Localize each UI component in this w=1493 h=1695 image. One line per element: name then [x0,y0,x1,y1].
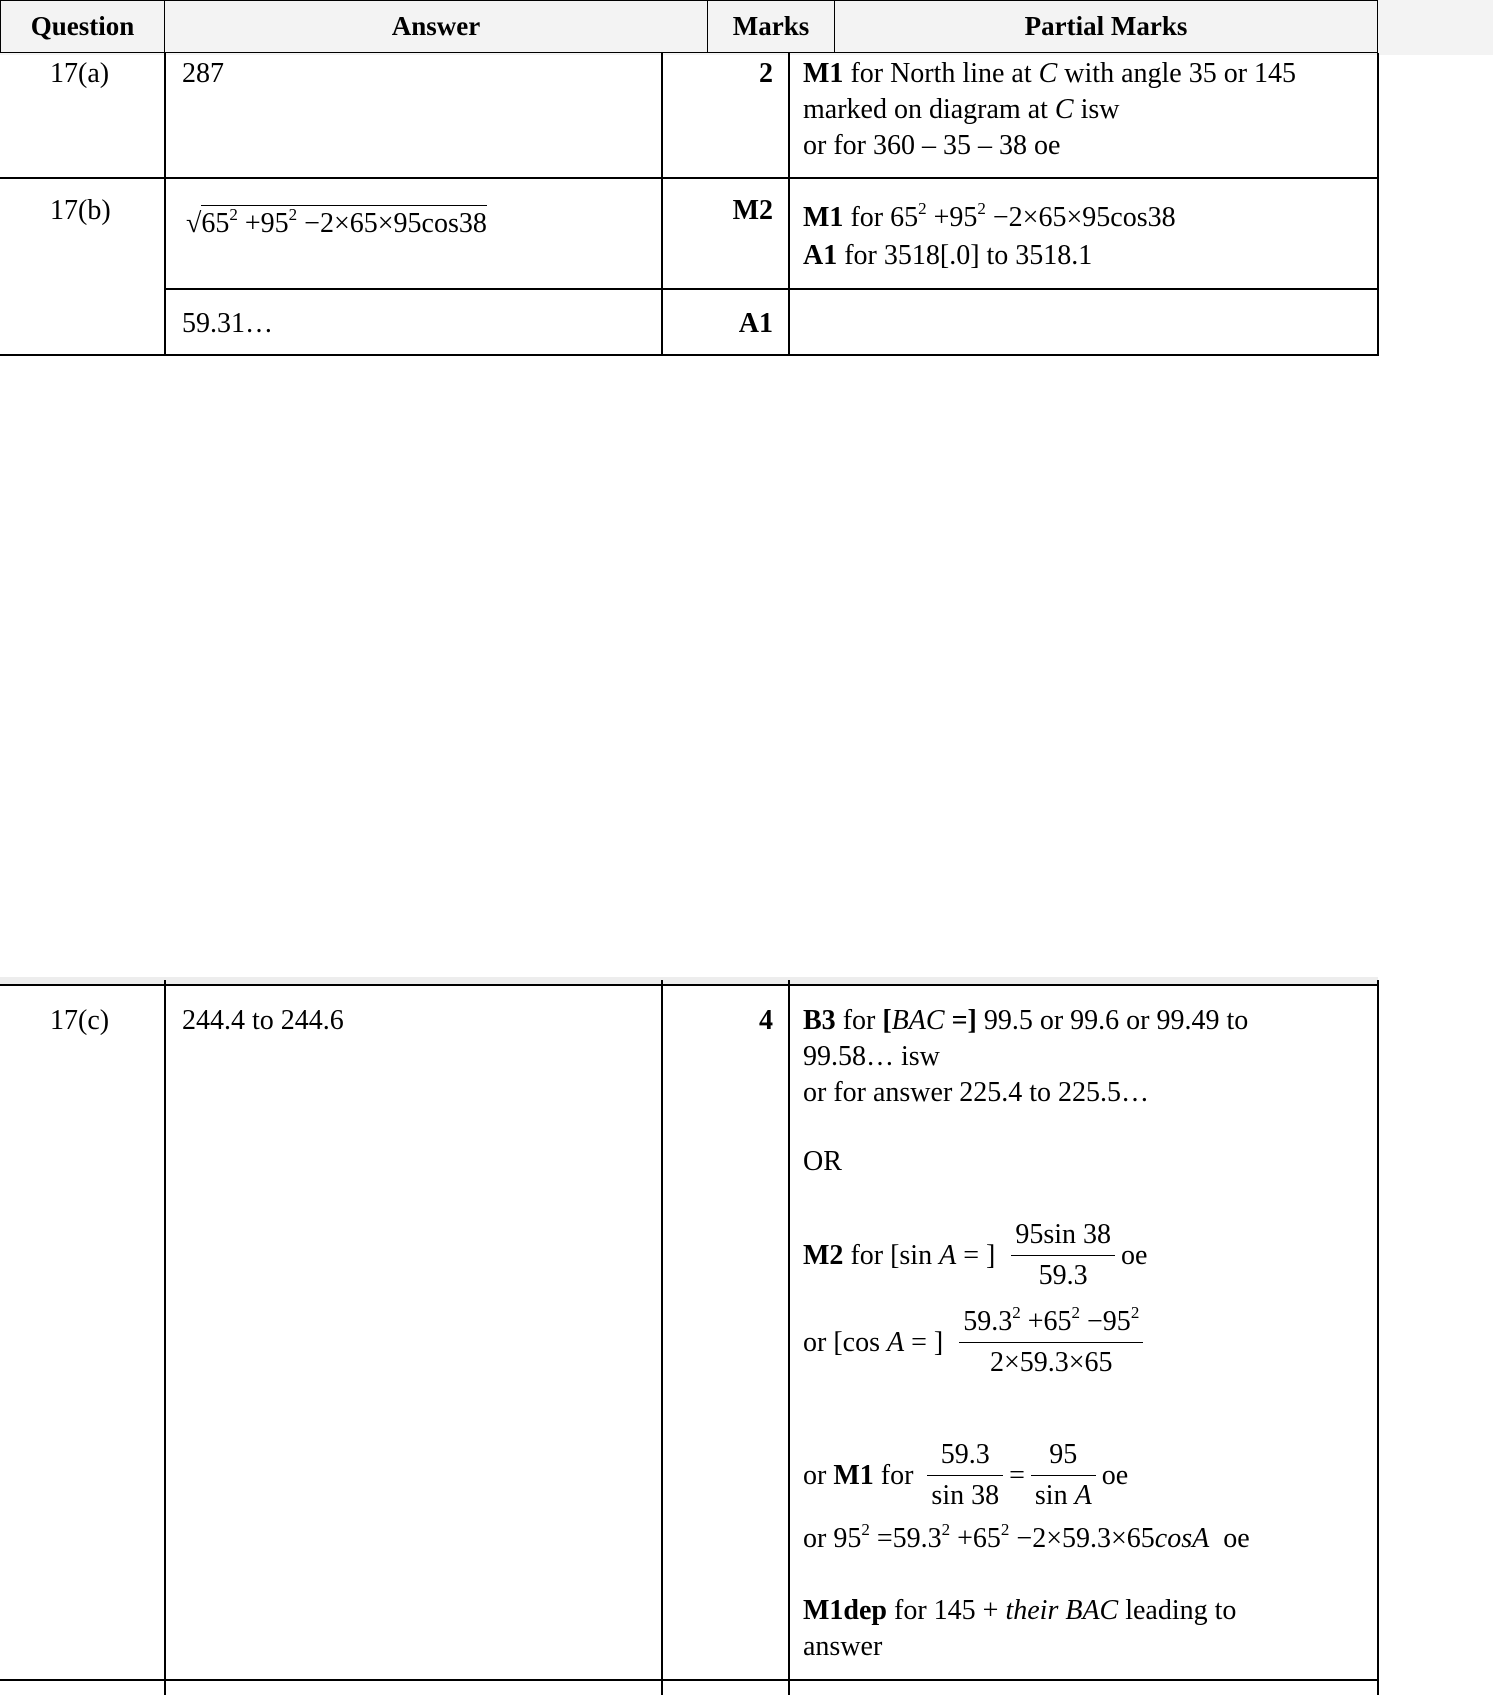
exponent: 2 [1130,1303,1140,1322]
fraction [1011,1215,1115,1296]
text: for 145 + [887,1595,1006,1626]
exponent: 2 [1000,1520,1010,1539]
row-divider [0,984,1379,986]
exponent: 2 [288,205,298,224]
col-divider [661,980,663,1695]
exponent: 2 [941,1520,951,1539]
question-17b: 17(b) [50,195,111,226]
text: = [1009,1459,1025,1491]
radicand [201,205,487,239]
row-divider [0,1679,1379,1681]
text: +65 [1020,1306,1072,1337]
text: 59.3 [963,1306,1013,1337]
text: oe [1101,1459,1129,1491]
row-divider [164,288,1379,290]
numerator: 59.3 [927,1435,1003,1476]
text: cosA [1154,1523,1210,1554]
marks-17b-1: M2 [732,195,773,226]
text: for [sin [843,1239,940,1271]
row-divider [0,354,1379,356]
text: A [886,1326,905,1358]
numerator: 95sin 38 [1011,1215,1115,1256]
sqrt-symbol: √ [186,208,202,239]
text: sin [1034,1480,1075,1511]
text: 65 [890,202,919,233]
text: 99.5 or 99.6 or 99.49 to [976,1005,1249,1036]
exponent: 2 [1012,1303,1021,1322]
exponent: 2 [977,199,986,218]
text: for [873,1459,914,1491]
answer-17b-final: 59.31… [182,308,273,339]
text: [ [882,1005,892,1036]
text: 65 [201,208,230,239]
denominator: sin 38 [931,1480,1000,1511]
mark-code: M1 [803,202,844,233]
text: A [939,1239,957,1271]
numerator [959,1302,1143,1343]
exponent: 2 [861,1520,870,1539]
fraction [959,1302,1143,1383]
numerator: 95 [1031,1435,1096,1476]
text: their BAC [1005,1595,1119,1626]
denominator: 59.3 [1038,1260,1088,1291]
col-divider [1377,53,1379,356]
text: oe [1209,1523,1250,1554]
answer-17b-expression [186,206,487,242]
text: = ] [904,1326,944,1358]
question-17c: 17(c) [50,1005,110,1036]
partial-17a-line3: or for 360 – 35 – 38 oe [803,130,1061,161]
marks-17a: 2 [759,58,773,89]
partial-17c-b3-line1 [803,1003,1248,1039]
text: +95 [926,202,978,233]
text: oe [1121,1239,1148,1271]
text: for North line at [843,58,1039,89]
text: or [cos [803,1326,887,1358]
exponent: 2 [229,205,238,224]
header-marks: Marks [707,0,835,53]
mark-code: M2 [803,1239,844,1271]
header-question: Question [0,0,165,53]
mark-code: M1dep [803,1595,887,1626]
text: +95 [237,208,289,239]
partial-17c-m2-line [803,1215,1147,1296]
mark-code: B3 [803,1005,836,1036]
header-partial-marks: Partial Marks [834,0,1378,53]
partial-17c-eq-line [803,1521,1250,1557]
partial-17c-b3-line3: or for answer 225.4 to 225.5… [803,1077,1150,1108]
col-divider [788,53,790,356]
text: −2×65×95cos38 [297,208,487,239]
partial-17a-line2 [803,92,1120,128]
text: −2×59.3×65 [1009,1523,1155,1554]
text: 95 [833,1523,862,1554]
partial-17b-line2 [803,238,1092,274]
marks-17b-2: A1 [738,308,773,339]
marks-17c: 4 [759,1005,773,1036]
text: =] [944,1005,977,1036]
text: marked on diagram at [803,94,1055,125]
question-17a: 17(a) [50,58,110,89]
partial-17c-m1-line [803,1435,1128,1516]
text: or [803,1459,834,1491]
exponent: 2 [1071,1303,1081,1322]
partial-17b-line1 [803,200,1176,236]
partial-17c-or: OR [803,1146,842,1177]
partial-17c-cos-line [803,1302,1149,1383]
text: C [1038,58,1058,89]
partial-17c-dep-line2: answer [803,1631,883,1662]
answer-17c: 244.4 to 244.6 [182,1005,344,1036]
partial-17c-b3-line2: 99.58… isw [803,1041,940,1072]
mark-code: A1 [803,240,838,271]
col-divider [164,53,166,356]
text: isw [1073,94,1120,125]
partial-17c-dep-line1 [803,1593,1236,1629]
text: for [835,1005,883,1036]
text: −95 [1080,1306,1131,1337]
text: for [843,202,891,233]
header-answer: Answer [164,0,708,53]
text: +65 [950,1523,1001,1554]
answer-17a: 287 [182,58,224,89]
row-divider [0,177,1379,179]
fraction [927,1435,1003,1516]
text: C [1054,94,1074,125]
text: leading to [1118,1595,1237,1626]
text: = ] [956,1239,996,1271]
text: −2×65×95cos38 [985,202,1176,233]
text: or [803,1523,834,1554]
text: BAC [891,1005,945,1036]
mark-code: M1 [803,58,844,89]
col-divider [164,980,166,1695]
col-divider [788,980,790,1695]
text: with angle 35 or 145 [1057,58,1297,89]
text: A [1074,1480,1092,1511]
text: for 3518[.0] to 3518.1 [837,240,1093,271]
partial-17a-line1 [803,56,1296,92]
text: =59.3 [869,1523,942,1554]
denominator: 2×59.3×65 [989,1347,1113,1378]
col-divider [1377,980,1379,1695]
mark-code: M1 [833,1459,874,1491]
exponent: 2 [918,199,927,218]
denominator [1031,1476,1096,1516]
fraction [1031,1435,1096,1516]
